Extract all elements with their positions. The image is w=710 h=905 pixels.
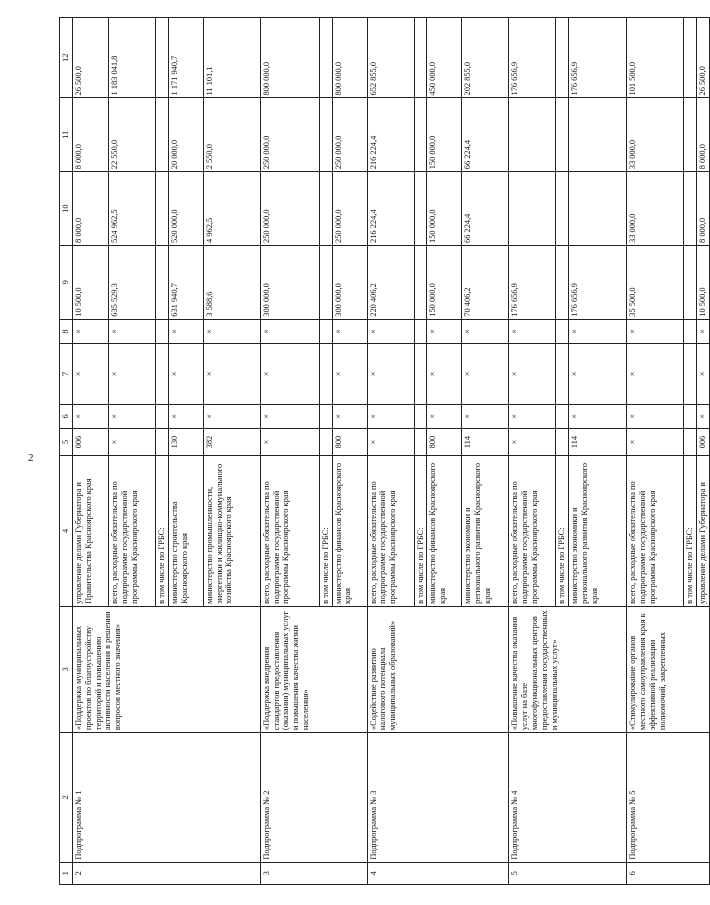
grbs-code-cell: [414, 429, 427, 456]
header-cell: 11: [60, 98, 73, 172]
page-number: 2: [28, 452, 34, 464]
rz-cell: ×: [462, 404, 509, 429]
total-value-cell: [556, 18, 569, 98]
table-row: [73, 18, 109, 885]
recipient-cell: управление делами Губернатора и Правительства Красноярского края: [73, 455, 109, 606]
grbs-code-cell: ×: [627, 429, 684, 456]
header-cell: 6: [60, 404, 73, 429]
total-value-cell: [319, 18, 332, 98]
subprogram-goal-cell: «Поддержка муниципальных проектов по благоустройству территорий и повышению активности населения в решении вопросов местного значения»: [73, 606, 261, 732]
recipient-cell: в том числе по ГРБС:: [156, 455, 169, 606]
recipient-cell: в том числе по ГРБС:: [684, 455, 697, 606]
total-value-cell: 26 500,0: [697, 18, 710, 98]
table-body: [60, 18, 710, 885]
total-value-cell: 11 101,1: [203, 18, 260, 98]
grbs-code-cell: ×: [509, 429, 556, 456]
year1-value-cell: 176 656,9: [509, 245, 556, 319]
header-cell: 9: [60, 245, 73, 319]
vr-cell: ×: [73, 319, 109, 344]
year3-value-cell: 150 000,0: [427, 98, 462, 172]
recipient-cell: всего, расходные обязательства по подпрограмме государственной программы Красноярского края: [509, 455, 556, 606]
recipient-cell: всего, расходные обязательства по подпрограмме государственной программы Красноярского края: [367, 455, 414, 606]
year3-value-cell: 216 224,4: [367, 98, 414, 172]
grbs-code-cell: [156, 429, 169, 456]
year1-value-cell: [556, 245, 569, 319]
total-value-cell: 26 500,0: [73, 18, 109, 98]
year2-value-cell: [556, 172, 569, 246]
csr-cell: ×: [73, 344, 109, 404]
subprogram-goal-cell: «Поддержка внедрения стандартов предоставления (оказания) муниципальных услуг и повышения качества жизни населения»: [260, 606, 367, 732]
year3-value-cell: 8 000,0: [697, 98, 710, 172]
csr-cell: ×: [367, 344, 414, 404]
total-value-cell: 1 171 940,7: [168, 18, 203, 98]
vr-cell: ×: [203, 319, 260, 344]
total-value-cell: [156, 18, 169, 98]
vr-cell: ×: [367, 319, 414, 344]
recipient-cell: министерство строительства Красноярского края: [168, 455, 203, 606]
recipient-cell: всего, расходные обязательства по подпрограмме государственной программы Красноярского края: [260, 455, 319, 606]
subprogram-goal-cell: «Стимулирование органов местного самоуправления края к эффективной реализации полномочий, закрепленных: [627, 606, 710, 732]
vr-cell: [156, 319, 169, 344]
csr-cell: ×: [627, 344, 684, 404]
subprogram-name-cell: Подпрограмма № 4: [509, 733, 627, 863]
recipient-cell: министерство финансов Красноярского края: [427, 455, 462, 606]
year1-value-cell: 70 406,2: [462, 245, 509, 319]
subprogram-name-cell: Подпрограмма № 5: [627, 733, 710, 863]
year1-value-cell: 3 588,6: [203, 245, 260, 319]
header-cell: 3: [60, 606, 73, 732]
year2-value-cell: [569, 172, 627, 246]
rotated-table-area: [59, 17, 708, 885]
vr-cell: ×: [260, 319, 319, 344]
vr-cell: ×: [332, 319, 367, 344]
year2-value-cell: [684, 172, 697, 246]
year3-value-cell: [319, 98, 332, 172]
year3-value-cell: 20 000,0: [168, 98, 203, 172]
year1-value-cell: 35 500,0: [627, 245, 684, 319]
table-row: [367, 18, 414, 885]
year3-value-cell: [684, 98, 697, 172]
year2-value-cell: 524 962,5: [109, 172, 156, 246]
csr-cell: ×: [260, 344, 319, 404]
rz-cell: ×: [73, 404, 109, 429]
grbs-code-cell: [556, 429, 569, 456]
grbs-code-cell: 114: [462, 429, 509, 456]
row-number-cell: 4: [367, 862, 509, 884]
total-value-cell: 101 500,0: [627, 18, 684, 98]
row-number-cell: 3: [260, 862, 367, 884]
year1-value-cell: 220 406,2: [367, 245, 414, 319]
rz-cell: ×: [367, 404, 414, 429]
year3-value-cell: 250 000,0: [260, 98, 319, 172]
year1-value-cell: 631 940,7: [168, 245, 203, 319]
recipient-cell: в том числе по ГРБС:: [556, 455, 569, 606]
vr-cell: [414, 319, 427, 344]
year3-value-cell: 66 224,4: [462, 98, 509, 172]
table-row: [260, 18, 319, 885]
vr-cell: ×: [569, 319, 627, 344]
header-row: [60, 18, 73, 885]
year2-value-cell: 4 962,5: [203, 172, 260, 246]
rz-cell: ×: [109, 404, 156, 429]
vr-cell: ×: [109, 319, 156, 344]
year3-value-cell: 33 000,0: [627, 98, 684, 172]
grbs-code-cell: ×: [367, 429, 414, 456]
total-value-cell: [684, 18, 697, 98]
year3-value-cell: [556, 98, 569, 172]
year2-value-cell: [319, 172, 332, 246]
year3-value-cell: [414, 98, 427, 172]
year2-value-cell: 250 000,0: [260, 172, 319, 246]
csr-cell: ×: [168, 344, 203, 404]
csr-cell: ×: [109, 344, 156, 404]
total-value-cell: 800 000,0: [332, 18, 367, 98]
year1-value-cell: 635 529,3: [109, 245, 156, 319]
rz-cell: ×: [168, 404, 203, 429]
header-cell: 10: [60, 172, 73, 246]
vr-cell: ×: [462, 319, 509, 344]
rz-cell: ×: [427, 404, 462, 429]
grbs-code-cell: [684, 429, 697, 456]
csr-cell: ×: [427, 344, 462, 404]
rz-cell: [319, 404, 332, 429]
grbs-code-cell: 382: [203, 429, 260, 456]
rz-cell: [414, 404, 427, 429]
recipient-cell: управление делами Губернатора и: [697, 455, 710, 606]
grbs-code-cell: 114: [569, 429, 627, 456]
rz-cell: ×: [509, 404, 556, 429]
row-number-cell: 2: [73, 862, 261, 884]
rz-cell: [156, 404, 169, 429]
csr-cell: ×: [509, 344, 556, 404]
vr-cell: ×: [427, 319, 462, 344]
year2-value-cell: 66 224,4: [462, 172, 509, 246]
year3-value-cell: [569, 98, 627, 172]
year1-value-cell: 150 000,0: [427, 245, 462, 319]
subprogram-name-cell: Подпрограмма № 2: [260, 733, 367, 863]
header-cell: 5: [60, 429, 73, 456]
rz-cell: ×: [332, 404, 367, 429]
vr-cell: [319, 319, 332, 344]
year1-value-cell: [414, 245, 427, 319]
grbs-code-cell: 800: [427, 429, 462, 456]
year2-value-cell: [156, 172, 169, 246]
csr-cell: ×: [203, 344, 260, 404]
grbs-code-cell: 006: [697, 429, 710, 456]
grbs-code-cell: 130: [168, 429, 203, 456]
year2-value-cell: 250 000,0: [332, 172, 367, 246]
budget-table: [59, 17, 710, 885]
year1-value-cell: 300 000,0: [260, 245, 319, 319]
year2-value-cell: 33 000,0: [627, 172, 684, 246]
subprogram-name-cell: Подпрограмма № 1: [73, 733, 261, 863]
year3-value-cell: 2 550,0: [203, 98, 260, 172]
recipient-cell: министерство промышленности, энергетики и жилищно-коммунального хозяйства Красноярского края: [203, 455, 260, 606]
csr-cell: [414, 344, 427, 404]
csr-cell: [556, 344, 569, 404]
year2-value-cell: [414, 172, 427, 246]
total-value-cell: 652 855,0: [367, 18, 414, 98]
vr-cell: ×: [697, 319, 710, 344]
year1-value-cell: [156, 245, 169, 319]
grbs-code-cell: 006: [73, 429, 109, 456]
recipient-cell: в том числе по ГРБС:: [319, 455, 332, 606]
total-value-cell: 800 000,0: [260, 18, 319, 98]
rz-cell: ×: [697, 404, 710, 429]
total-value-cell: 176 656,9: [509, 18, 556, 98]
year1-value-cell: 176 656,9: [569, 245, 627, 319]
csr-cell: ×: [332, 344, 367, 404]
year2-value-cell: [509, 172, 556, 246]
vr-cell: ×: [627, 319, 684, 344]
table-row: [627, 18, 684, 885]
recipient-cell: министерство финансов Красноярского края: [332, 455, 367, 606]
subprogram-goal-cell: «Повышение качества оказания услуг на базе многофункциональных центров предоставления государственных и муниципальных услуг»: [509, 606, 627, 732]
header-cell: 1: [60, 862, 73, 884]
year3-value-cell: [156, 98, 169, 172]
total-value-cell: [414, 18, 427, 98]
row-number-cell: 5: [509, 862, 627, 884]
csr-cell: [319, 344, 332, 404]
table-row: [509, 18, 556, 885]
vr-cell: ×: [168, 319, 203, 344]
total-value-cell: 450 000,0: [427, 18, 462, 98]
csr-cell: [156, 344, 169, 404]
subprogram-goal-cell: «Содействие развитию налогового потенциала муниципальных образований»: [367, 606, 509, 732]
year3-value-cell: 22 550,0: [109, 98, 156, 172]
year2-value-cell: 216 224,4: [367, 172, 414, 246]
total-value-cell: 176 656,9: [569, 18, 627, 98]
year3-value-cell: [509, 98, 556, 172]
header-cell: 4: [60, 455, 73, 606]
header-cell: 7: [60, 344, 73, 404]
row-number-cell: 6: [627, 862, 710, 884]
csr-cell: ×: [462, 344, 509, 404]
year1-value-cell: 10 500,0: [73, 245, 109, 319]
grbs-code-cell: ×: [109, 429, 156, 456]
grbs-code-cell: [319, 429, 332, 456]
total-value-cell: 1 183 041,8: [109, 18, 156, 98]
subprogram-name-cell: Подпрограмма № 3: [367, 733, 509, 863]
year3-value-cell: 8 000,0: [73, 98, 109, 172]
vr-cell: [684, 319, 697, 344]
rz-cell: ×: [203, 404, 260, 429]
recipient-cell: министерство экономики и регионального развития Красноярского края: [569, 455, 627, 606]
year1-value-cell: 300 000,0: [332, 245, 367, 319]
rz-cell: ×: [260, 404, 319, 429]
rz-cell: ×: [569, 404, 627, 429]
grbs-code-cell: ×: [260, 429, 319, 456]
rz-cell: ×: [627, 404, 684, 429]
year1-value-cell: 10 500,0: [697, 245, 710, 319]
header-cell: 8: [60, 319, 73, 344]
year1-value-cell: [684, 245, 697, 319]
recipient-cell: всего, расходные обязательства по подпрограмме государственной программы Красноярского края: [109, 455, 156, 606]
year2-value-cell: 8 000,0: [697, 172, 710, 246]
csr-cell: ×: [569, 344, 627, 404]
recipient-cell: всего, расходные обязательства по подпрограмме государственной программы Красноярского края: [627, 455, 684, 606]
header-cell: 2: [60, 733, 73, 863]
csr-cell: [684, 344, 697, 404]
header-cell: 12: [60, 18, 73, 98]
rz-cell: [684, 404, 697, 429]
year3-value-cell: 250 000,0: [332, 98, 367, 172]
recipient-cell: министерство экономики и регионального развития Красноярского края: [462, 455, 509, 606]
rz-cell: [556, 404, 569, 429]
vr-cell: ×: [509, 319, 556, 344]
year2-value-cell: 520 000,0: [168, 172, 203, 246]
total-value-cell: 202 855,0: [462, 18, 509, 98]
vr-cell: [556, 319, 569, 344]
recipient-cell: в том числе по ГРБС:: [414, 455, 427, 606]
csr-cell: ×: [697, 344, 710, 404]
year1-value-cell: [319, 245, 332, 319]
year2-value-cell: 8 000,0: [73, 172, 109, 246]
grbs-code-cell: 800: [332, 429, 367, 456]
year2-value-cell: 150 000,0: [427, 172, 462, 246]
